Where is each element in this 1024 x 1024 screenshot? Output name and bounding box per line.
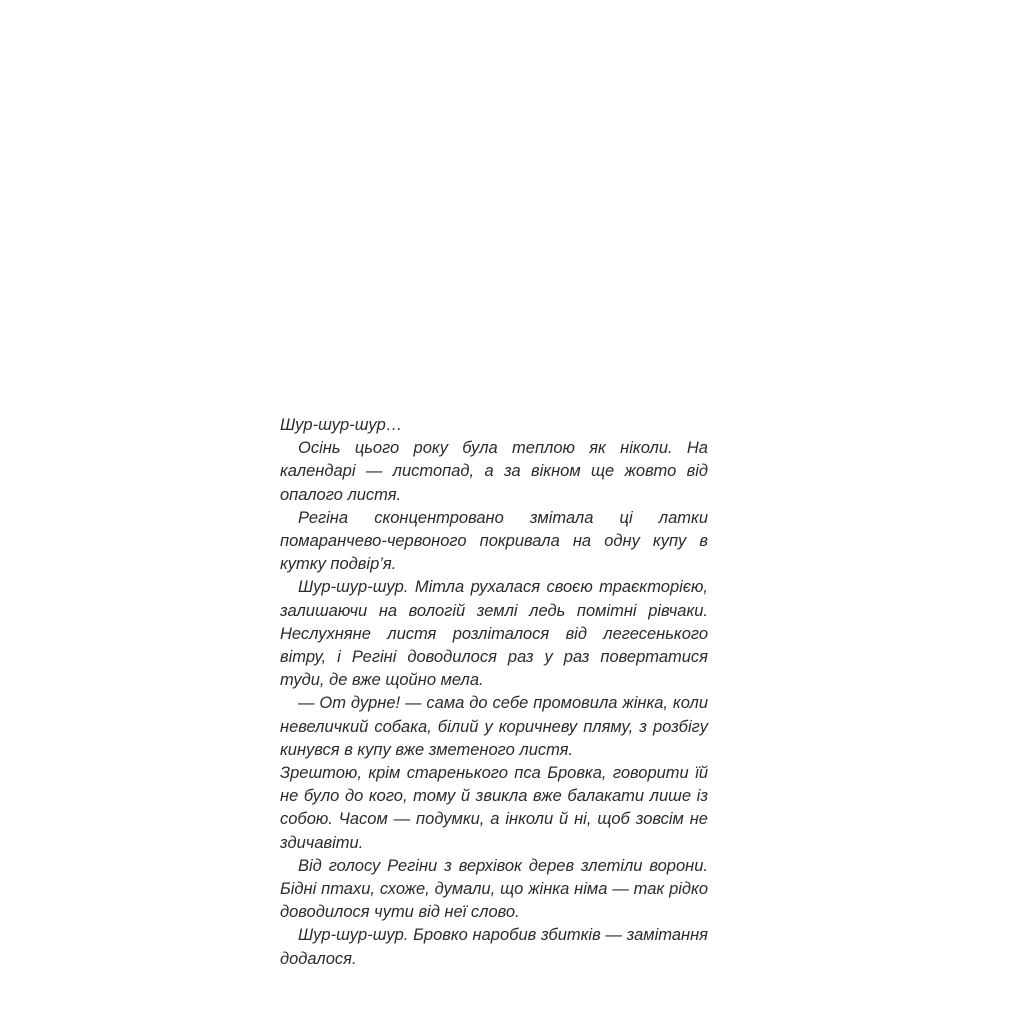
paragraph-2: Осінь цього року була теплою як ніколи. На календарі — листопад, а за вікном ще жовто від опалого листя. (280, 439, 708, 504)
paragraph-3: Регіна сконцентровано змітала ці латки помаранчево-червоного покривала на одну купу в кутку подвір’я. (280, 508, 708, 574)
paragraph-6: Зрештою, крім старенького пса Бровка, говорити їй не було до кого, тому й звикла вже балакати лише із собою. Часом — подумки, а інколи й ні, щоб зовсім не здичавіти. (280, 764, 708, 852)
paragraph-7: Від голосу Регіни з верхівок дерев злетіли ворони. Бідні птахи, схоже, думали, що жінка німа — так рідко доводилося чути від неї слово. (280, 856, 708, 922)
paragraph-1: Шур-шур-шур… (280, 416, 403, 434)
paragraph-8: Шур-шур-шур. Бровко наробив збитків — замітання додалося. (280, 926, 708, 968)
paragraph-4: Шур-шур-шур. Мітла рухалася своєю траєкторією, залишаючи на вологій землі ледь помітні рівчаки. Неслухняне листя розліталося від легесенького вітру, і Регіні доводилося раз у раз повертатися туди, де вже щойно мела. (280, 578, 708, 690)
paragraph-5: — От дурне! — сама до себе промовила жінка, коли невеличкий собака, білий у коричневу пляму, з розбігу кинувся в купу вже зметеного листя. (280, 694, 708, 759)
story-text (280, 414, 708, 971)
